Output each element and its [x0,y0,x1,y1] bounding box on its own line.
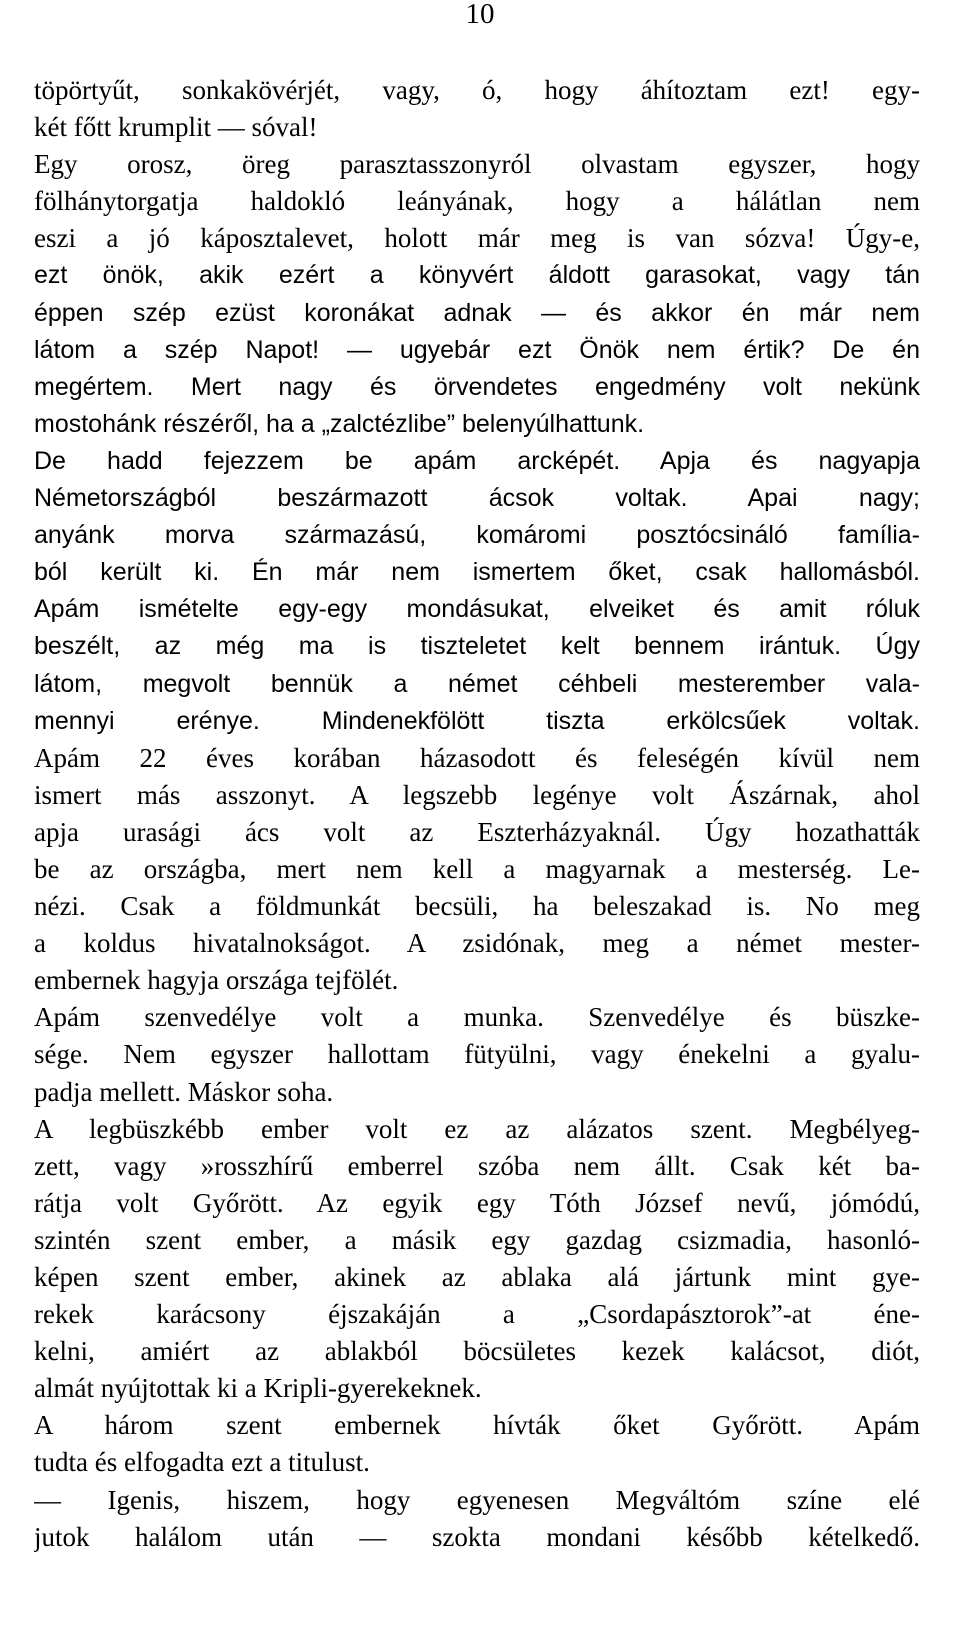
text-line: Németországból beszármazott ácsok voltak. Apai nagy; [34,484,920,513]
text-line: szintén szent ember, a másik egy gazdag csizmadia, hasonló- [34,1224,920,1255]
text-line: be az országba, mert nem kell a magyarnak a mesterség. Le- [34,853,920,884]
text-line: mostohánk részéről, ha a „zalctézlibe” belenyúlhattunk. [34,409,645,438]
text-line: két főtt krumplit — sóval! [34,112,318,143]
text-line: ezt önök, akik ezért a könyvért áldott garasokat, vagy tán [34,261,920,290]
page-number: 10 [465,0,495,30]
text-line: sége. Nem egyszer hallottam fütyülni, vagy énekelni a gyalu- [34,1039,920,1070]
text-line: jutok halálom után — szokta mondani később kételkedő. [34,1521,920,1552]
body-text [34,72,920,1556]
text-line: anyánk morva származású, komáromi posztócsináló família- [34,521,920,550]
text-line: látom, megvolt bennük a német céhbeli mesterember vala- [34,669,920,698]
text-line: Egy orosz, öreg parasztasszonyról olvastam egyszer, hogy [34,149,920,180]
text-line: tudta és elfogadta ezt a titulust. [34,1447,370,1478]
text-line: mennyi erénye. Mindenekfölött tiszta erkölcsűek voltak. [34,706,920,735]
text-line: fölhánytorgatja haldokló leányának, hogy a hálátlan nem [34,186,920,217]
text-line: zett, vagy »rosszhírű emberrel szóba nem állt. Csak két ba- [34,1150,920,1181]
text-line: — Igenis, hiszem, hogy egyenesen Megváltóm színe elé [34,1484,920,1515]
text-line: almát nyújtottak ki a Kripli-gyerekeknek. [34,1373,482,1404]
text-line: képen szent ember, akinek az ablaka alá jártunk mint gye- [34,1262,920,1292]
text-line: ismert más asszonyt. A legszebb legénye volt Ászárnak, ahol [34,779,920,810]
text-line: De hadd fejezzem be apám arcképét. Apja és nagyapja [34,446,920,475]
text-line: Apám ismételte egy-egy mondásukat, elveiket és amit róluk [34,595,920,624]
text-line: A három szent embernek hívták őket Győrött. Apám [34,1410,920,1441]
text-line: éppen szép ezüst koronákat adnak — és akkor én már nem [34,298,920,327]
text-line: embernek hagyja országa tejfölét. [34,965,399,996]
text-line: A legbüszkébb ember volt ez az alázatos szent. Megbélyeg- [34,1113,920,1144]
text-line: a koldus hivatalnokságot. A zsidónak, meg a német mester- [34,928,920,959]
text-line: látom a szép Napot! — ugyebár ezt Önök nem értik? De én [34,335,920,364]
text-line: Apám szenvedélye volt a munka. Szenvedélye és büszke- [34,1002,920,1033]
text-line: apja urasági ács volt az Eszterházyaknál. Úgy hozathatták [34,816,920,847]
text-line: nézi. Csak a földmunkát becsüli, ha beleszakad is. No meg [34,891,920,922]
text-line: ból került ki. Én már nem ismertem őket, csak hallomásból. [34,558,920,587]
text-line: rátja volt Győrött. Az egyik egy Tóth József nevű, jómódú, [34,1187,920,1218]
text-line: Apám 22 éves korában házasodott és feleségén kívül nem [34,742,920,773]
text-line: eszi a jó káposztalevet, holott már meg is van sózva! Úgy-e, [34,223,920,254]
text-line: padja mellett. Máskor soha. [34,1076,334,1107]
text-line: rekek karácsony éjszakáján a „Csordapásztorok”-at éne- [34,1299,920,1330]
text-line: töpörtyűt, sonkakövérjét, vagy, ó, hogy áhítoztam ezt! egy- [34,75,920,105]
text-line: kelni, amiért az ablakból böcsületes kezek kalácsot, diót, [34,1336,920,1367]
text-line: megértem. Mert nagy és örvendetes engedmény volt nekünk [34,372,920,401]
text-line: beszélt, az még ma is tiszteletet kelt bennem irántuk. Úgy [34,632,920,661]
